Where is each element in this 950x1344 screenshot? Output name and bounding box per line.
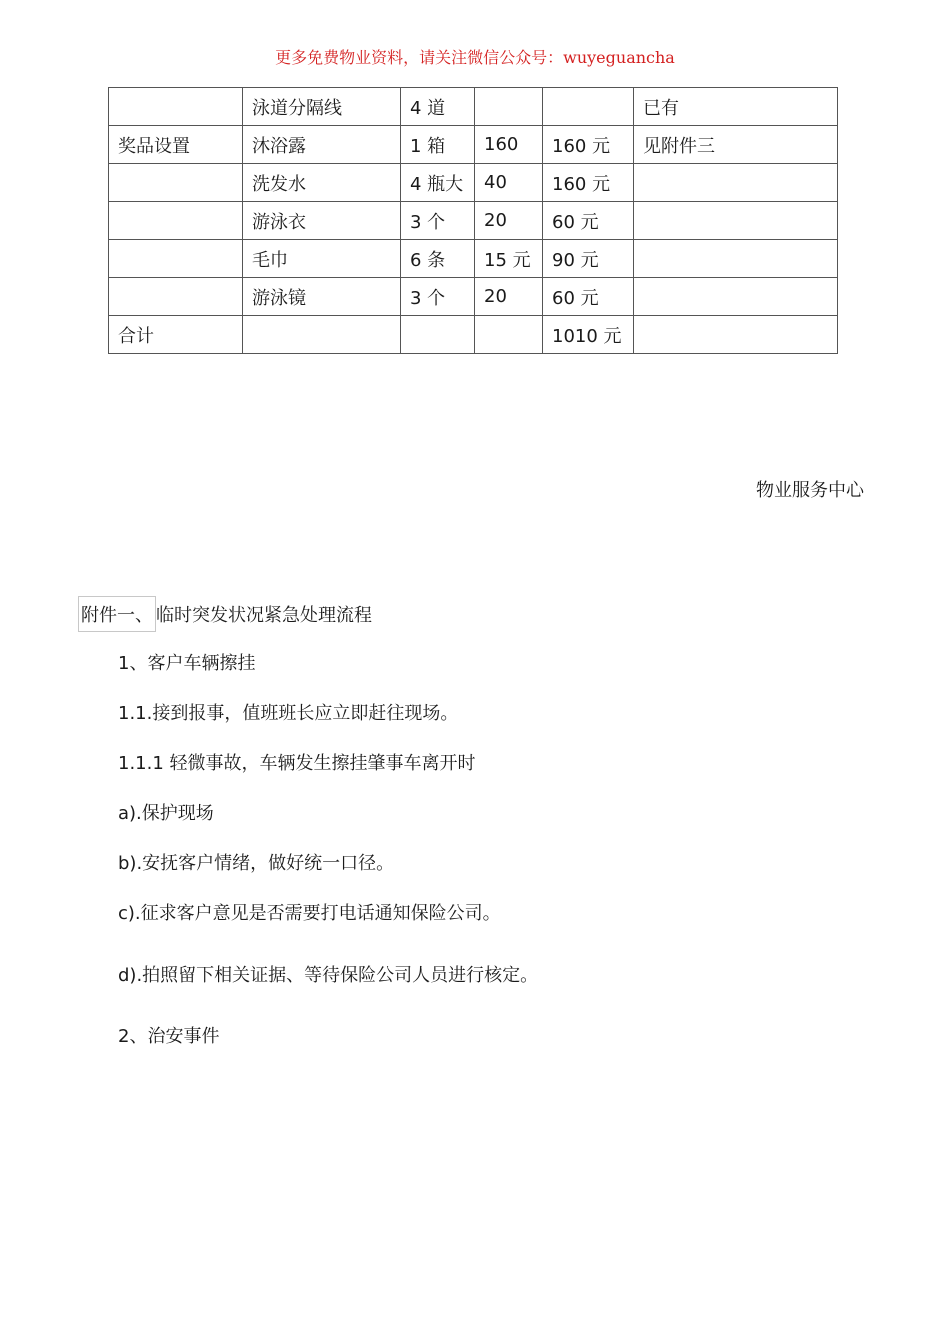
table-cell: 泳道分隔线: [243, 88, 401, 126]
table-cell: [634, 164, 838, 202]
table-cell: [634, 202, 838, 240]
table-cell: 1 箱: [401, 126, 475, 164]
list-item: c).征求客户意见是否需要打电话通知保险公司。: [118, 903, 501, 924]
table-cell: 毛巾: [243, 240, 401, 278]
annex-title-boxed: 附件一、: [78, 596, 156, 632]
paragraph: 1.1.接到报事，值班班长应立即赶往现场。: [118, 703, 459, 724]
prize-table: [108, 87, 838, 354]
table-cell: [634, 316, 838, 354]
table-cell: [475, 316, 543, 354]
table-row: [109, 240, 838, 278]
table-cell: 3 个: [401, 202, 475, 240]
table-cell: 4 道: [401, 88, 475, 126]
table-cell: 合计: [109, 316, 243, 354]
table-row: [109, 126, 838, 164]
table-cell: 6 条: [401, 240, 475, 278]
table-cell: 160 元: [543, 164, 634, 202]
table-cell: 4 瓶大: [401, 164, 475, 202]
table-cell: [475, 88, 543, 126]
table-cell: 洗发水: [243, 164, 401, 202]
table-cell: 160: [475, 126, 543, 164]
table-row: [109, 202, 838, 240]
table-cell: [634, 240, 838, 278]
section-heading: 1、客户车辆擦挂: [118, 653, 256, 674]
annex-title: [78, 596, 372, 632]
table-cell: [634, 278, 838, 316]
signature: 物业服务中心: [756, 480, 864, 501]
table-cell: 60 元: [543, 202, 634, 240]
table-cell: 见附件三: [634, 126, 838, 164]
table-cell: 40: [475, 164, 543, 202]
table-cell: [109, 278, 243, 316]
table-cell: 20: [475, 278, 543, 316]
table-cell: [109, 88, 243, 126]
table-row: [109, 164, 838, 202]
table-cell: 1010 元: [543, 316, 634, 354]
table-cell: 奖品设置: [109, 126, 243, 164]
table-row: [109, 278, 838, 316]
header-banner: 更多免费物业资料，请关注微信公众号：wuyeguancha: [275, 48, 675, 67]
table-cell: 游泳衣: [243, 202, 401, 240]
table-cell: 3 个: [401, 278, 475, 316]
table-cell: 15 元: [475, 240, 543, 278]
table-row: [109, 88, 838, 126]
list-item: b).安抚客户情绪，做好统一口径。: [118, 853, 395, 874]
table-row: [109, 316, 838, 354]
section-heading: 2、治安事件: [118, 1026, 220, 1047]
table-cell: [109, 202, 243, 240]
table-cell: 90 元: [543, 240, 634, 278]
list-item: a).保护现场: [118, 803, 214, 824]
table-cell: [243, 316, 401, 354]
annex-title-text: 临时突发状况紧急处理流程: [156, 605, 372, 626]
paragraph: 1.1.1 轻微事故，车辆发生擦挂肇事车离开时: [118, 753, 476, 774]
table-cell: [109, 240, 243, 278]
table-cell: 沐浴露: [243, 126, 401, 164]
table-cell: [109, 164, 243, 202]
table-cell: [401, 316, 475, 354]
table-cell: [543, 88, 634, 126]
table-cell: 20: [475, 202, 543, 240]
table-cell: 160 元: [543, 126, 634, 164]
list-item: d).拍照留下相关证据、等待保险公司人员进行核定。: [118, 965, 539, 986]
table-cell: 游泳镜: [243, 278, 401, 316]
table-cell: 60 元: [543, 278, 634, 316]
table-cell: 已有: [634, 88, 838, 126]
